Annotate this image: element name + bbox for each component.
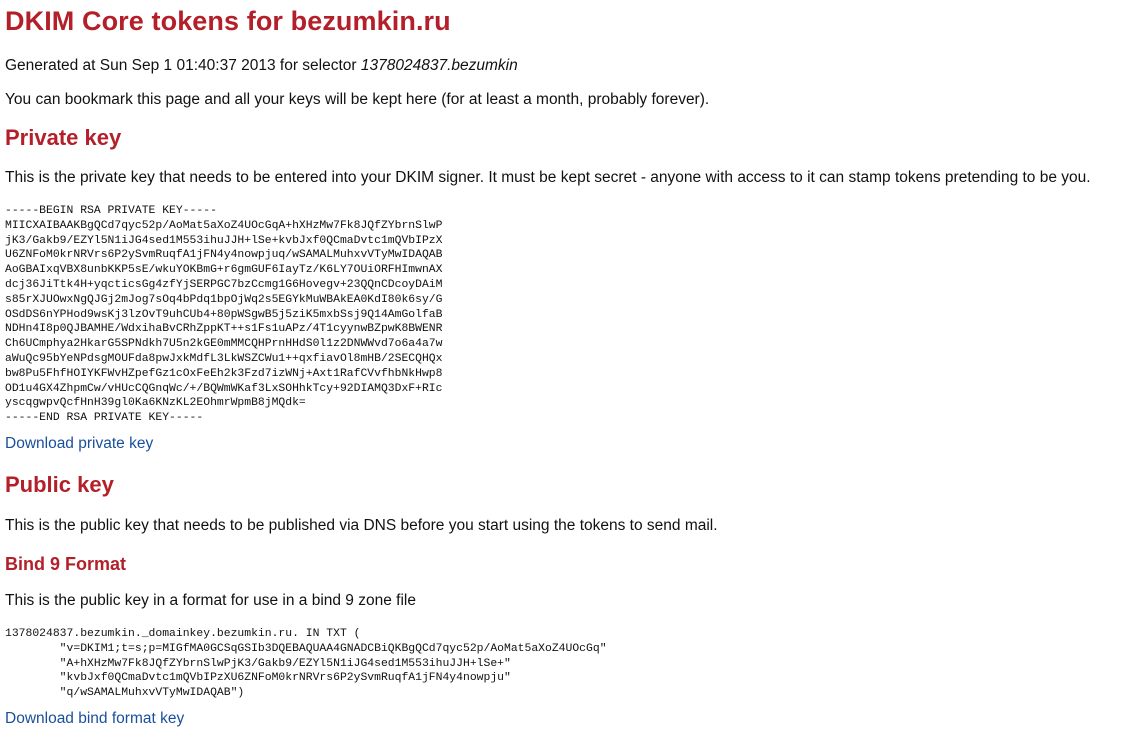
generated-line: [5, 56, 1126, 76]
download-bind-key-link[interactable]: Download bind format key: [5, 709, 185, 727]
public-key-heading: Public key: [5, 471, 114, 497]
private-key-heading: Private key: [5, 125, 122, 150]
download-private-key-link[interactable]: Download private key: [5, 434, 154, 452]
page-title: DKIM Core tokens for bezumkin.ru: [5, 6, 451, 36]
bind-record-block: 1378024837.bezumkin._domainkey.bezumkin.ru. IN TXT ( "v=DKIM1;t=s;p=MIGfMA0GCSqGSIb3DQEBAQUAA4GNADCBiQKBgQCd7qyc52p/AoMat5aXoZ4UOcGq" "A+hXHzMw7Fk8JQfZYbrnSlwPjK3/Gakb9/EZYl5N1iJG4sed1M553ihuJJH+lSe+" "kvbJxf0QCmaDvtc1mQVbIPzXU6ZNFoM0krNRVrs6P2ySvmRuqfA1jFN4y4nowpju" "q/wSAMALMuhxvVTyMwIDAQAB"): [5, 627, 607, 700]
bookmark-note: You can bookmark this page and all your keys will be kept here (for at least a month, probably forever).: [5, 91, 710, 108]
private-key-description: This is the private key that needs to be entered into your DKIM signer. It must be kept secret - anyone with access to it can stamp tokens pretending to be you.: [5, 169, 1091, 186]
bind-format-description: This is the public key in a format for use in a bind 9 zone file: [5, 591, 416, 609]
private-key-block: -----BEGIN RSA PRIVATE KEY----- MIICXAIBAAKBgQCd7qyc52p/AoMat5aXoZ4UOcGqA+hXHzMw7Fk8JQfZYbrnSlwP jK3/Gakb9/EZYl5N1iJG4sed1M553ihuJJH+lSe+kvbJxf0QCmaDvtc1mQVbIPzX U6ZNFoM0krNRVrs6P2ySvmRuqfA1jFN4y4nowpjuq/wSAMALMuhxvVTyMwIDAQAB AoGBAIxqVBX8unbKKP5sE/wkuYOKBmG+r6gmGUF6IayTz/K6LY7OUiORFHImwnAX dcj36JiTtk4H+yqcticsGg4zfYjSERPGC7bzCcmg1G6Hovegv+23QQnCDcoyDAiM s85rXJUOwxNgQJGj2mJog7sOq4bPdq1bpOjWq2s5EGYkMuWBAkEA0KdI80k6sy/G OSdDS6nYPHod9wsKj3lzOvT9uhCUb4+80pWSgwB5j5ziK5mxbSsj9Q14AmGolfaB NDHn4I8p0QJBAMHE/WdxihaBvCRhZppKT++s1Fs1uAPz/4T1cyynwBZpwK8BWENR Ch6UCmphya2HkarG5SPNdkh7U5n2kGE0mMMCQHPrnHHdS0l1z2DNWWvd7o6a4a7w aWuQc95bYeNPdsgMOUFda8pwJxkMdfL3LkWSZCWu1++qxfiavOl8mHB/2SECQHQx bw8Pu5FhfHOIYKFWvHZpefGz1cOxFeEh2k3Fzd7izWNj+Axt1RafCVvfhbNkHwp8 OD1u4GX4ZhpmCw/vHUcCQGnqWc/+/BQWmWKaf3LxSOHhkTcy+92DIAMQ3DxF+RIc yscqgwpvQcfHnH39gl0Ka6KNzKL2EOhmrWpmB8jMQdk= -----END RSA PRIVATE KEY-----: [5, 205, 443, 425]
generated-text: Generated at Sun Sep 1 01:40:37 2013 for selector: [5, 57, 361, 74]
public-key-description: This is the public key that needs to be published via DNS before you start using the tokens to send mail.: [5, 516, 718, 534]
selector-name: 1378024837.bezumkin: [360, 57, 518, 74]
bind-format-heading: Bind 9 Format: [5, 553, 127, 574]
